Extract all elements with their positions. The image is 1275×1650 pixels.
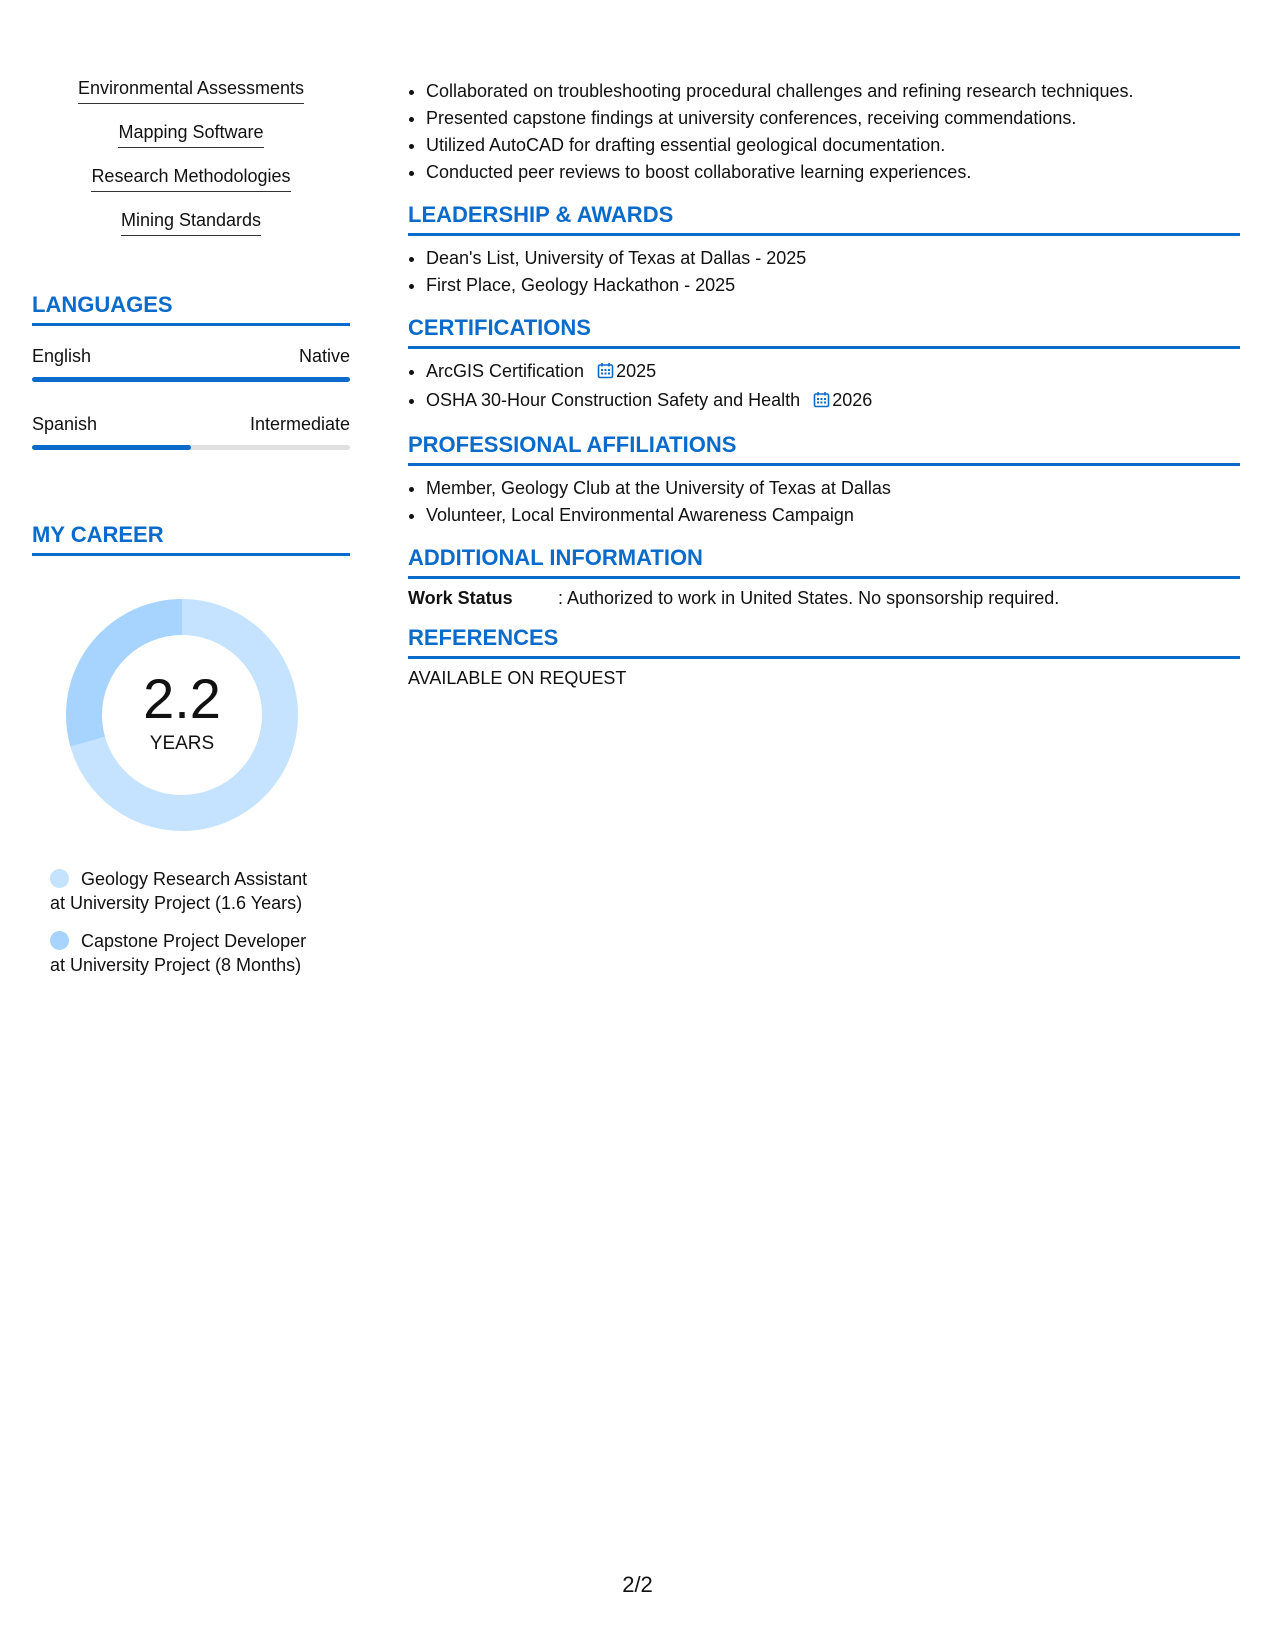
leadership-title: LEADERSHIP & AWARDS [408, 202, 1240, 236]
skills-list [32, 78, 350, 254]
certification-year: 2025 [616, 361, 657, 381]
certification-year: 2026 [832, 390, 873, 410]
language-name: Spanish [32, 414, 98, 434]
language-item [32, 346, 350, 382]
affiliations-title: PROFESSIONAL AFFILIATIONS [408, 432, 1240, 466]
career-total: 2.2 [143, 667, 221, 730]
right-column [408, 78, 1240, 689]
certification-name: OSHA 30-Hour Construction Safety and Health [426, 390, 801, 410]
experience-bullet: • Presented capstone findings at university conferences, receiving commendations. [426, 105, 1240, 132]
affiliations-list [408, 475, 1240, 529]
skill-tag: Environmental Assessments [78, 78, 304, 104]
languages-title: LANGUAGES [32, 292, 350, 326]
career-unit: YEARS [149, 733, 215, 754]
calendar-icon [813, 389, 830, 416]
legend-detail: at University Project (1.6 Years) [50, 893, 303, 913]
leadership-list [408, 245, 1240, 299]
language-bar-fill [32, 377, 350, 382]
page-number: 2/2 [622, 1572, 653, 1597]
career-title: MY CAREER [32, 522, 350, 556]
leadership-item: • First Place, Geology Hackathon - 2025 [426, 272, 1240, 299]
career-legend [50, 867, 350, 977]
experience-bullet: • Conducted peer reviews to boost collaborative learning experiences. [426, 159, 1240, 186]
skill-tag: Mining Standards [121, 210, 261, 236]
language-level: Native [298, 346, 350, 366]
references-title: REFERENCES [408, 625, 1240, 659]
work-status-label: Work Status [408, 588, 513, 608]
affiliation-item: • Volunteer, Local Environmental Awareness Campaign [426, 502, 1240, 529]
experience-bullet: • Utilized AutoCAD for drafting essential geological documentation. [426, 132, 1240, 159]
left-column [32, 78, 350, 991]
legend-dot [50, 869, 69, 888]
additional-info-title: ADDITIONAL INFORMATION [408, 545, 1240, 579]
legend-item [50, 867, 350, 915]
career-donut-chart [66, 599, 298, 831]
work-status-row [408, 588, 1240, 609]
language-bar [32, 377, 350, 382]
references-text: AVAILABLE ON REQUEST [408, 668, 627, 688]
language-bar-fill [32, 445, 191, 450]
work-status-value: : Authorized to work in United States. No sponsorship required. [558, 588, 1060, 608]
experience-bullets [408, 78, 1240, 186]
experience-bullet: • Collaborated on troubleshooting procedural challenges and refining research techniques. [426, 78, 1240, 105]
certification-name: ArcGIS Certification [426, 361, 585, 381]
language-level: Intermediate [249, 414, 350, 434]
skill-tag: Research Methodologies [91, 166, 290, 192]
certification-item [426, 358, 1240, 387]
legend-detail: at University Project (8 Months) [50, 955, 302, 975]
certifications-list [408, 358, 1240, 416]
skill-tag: Mapping Software [118, 122, 263, 148]
legend-dot [50, 931, 69, 950]
legend-role: Geology Research Assistant [81, 869, 308, 889]
affiliation-item: • Member, Geology Club at the University of Texas at Dallas [426, 475, 1240, 502]
certification-item [426, 387, 1240, 416]
language-name: English [32, 346, 92, 366]
language-bar [32, 445, 350, 450]
career-center-label [66, 667, 298, 755]
language-item [32, 414, 350, 450]
calendar-icon [597, 360, 614, 387]
legend-role: Capstone Project Developer [81, 931, 307, 951]
certifications-title: CERTIFICATIONS [408, 315, 1240, 349]
legend-item [50, 929, 350, 977]
leadership-item: • Dean's List, University of Texas at Dallas - 2025 [426, 245, 1240, 272]
